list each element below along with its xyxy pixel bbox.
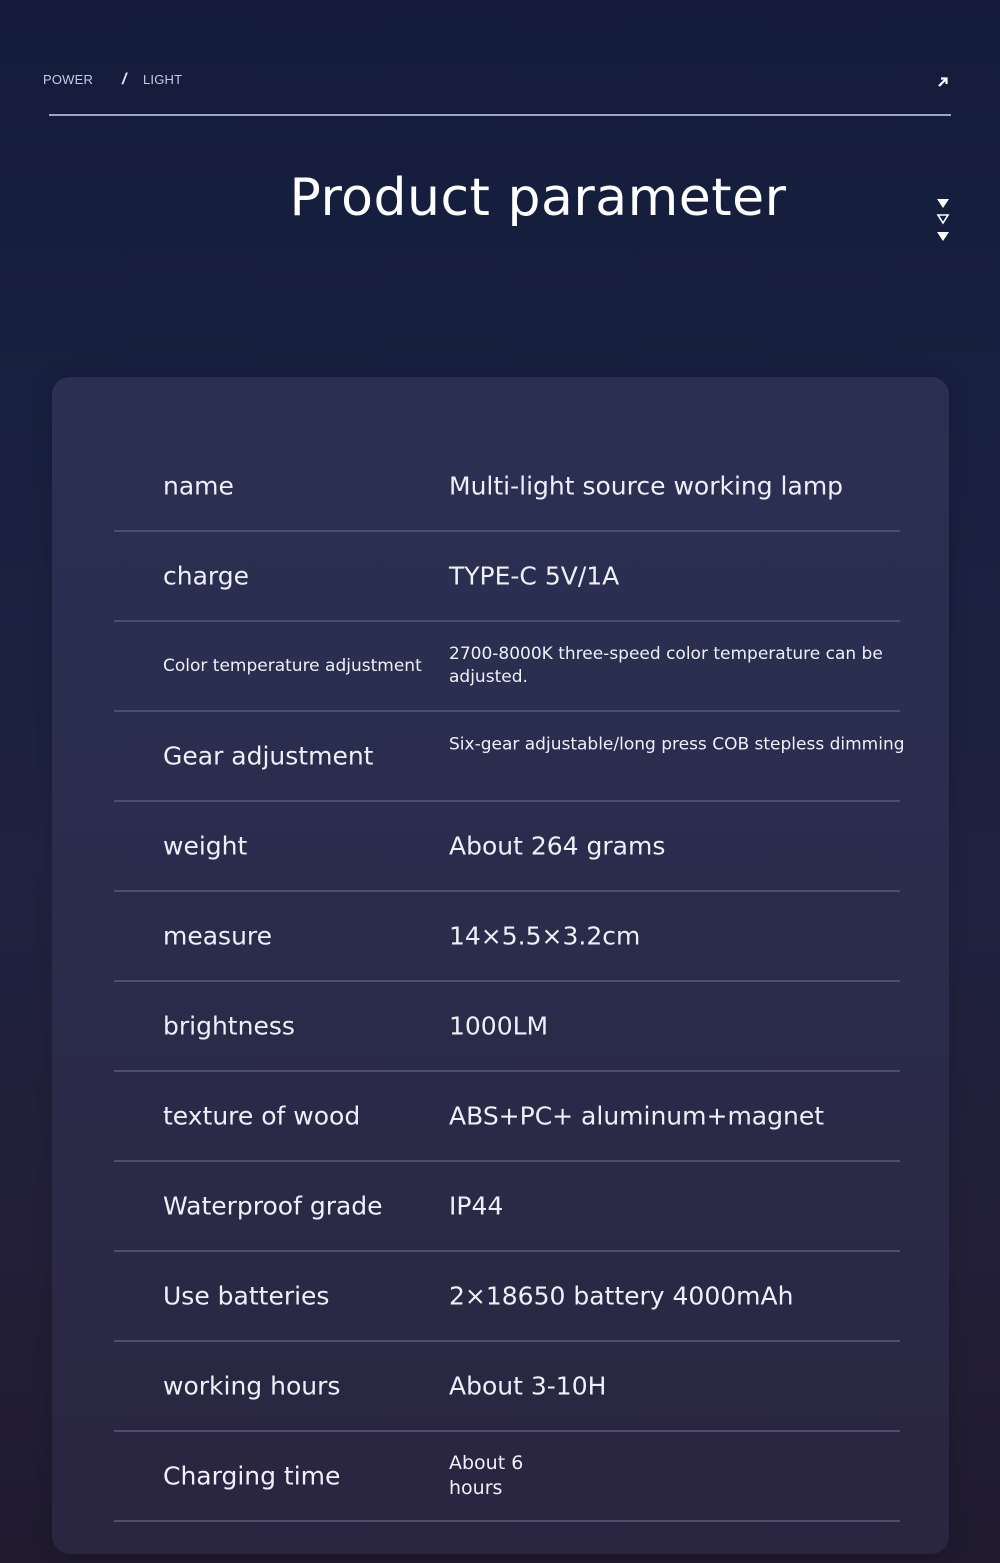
param-row-batteries xyxy=(114,1252,900,1342)
parameter-table xyxy=(114,442,905,1522)
brand-separator: / xyxy=(122,71,127,88)
param-label: texture of wood xyxy=(163,1101,361,1131)
param-label: Waterproof grade xyxy=(163,1191,383,1221)
brand-power: POWER xyxy=(43,72,94,87)
param-row-material xyxy=(114,1072,900,1162)
param-value: ABS+PC+ aluminum+magnet xyxy=(449,1101,825,1131)
brand-light: LIGHT xyxy=(143,72,183,87)
param-label: working hours xyxy=(163,1371,341,1401)
triple-chevron-down-icon xyxy=(935,197,951,245)
brand-header xyxy=(43,72,953,92)
param-row-measure xyxy=(114,892,900,982)
page-title: Product parameter xyxy=(289,168,787,228)
param-row-gear-adjustment xyxy=(114,712,905,802)
param-value: About 264 grams xyxy=(449,831,666,861)
param-value: Multi-light source working lamp xyxy=(449,471,844,501)
param-value: 1000LM xyxy=(449,1011,549,1041)
param-label: Color temperature adjustment xyxy=(163,656,422,676)
param-value: IP44 xyxy=(449,1191,504,1221)
param-value: 14×5.5×3.2cm xyxy=(449,921,641,951)
param-label: Gear adjustment xyxy=(163,741,374,771)
param-row-weight xyxy=(114,802,900,892)
param-label: brightness xyxy=(163,1011,295,1041)
param-row-charge xyxy=(114,532,900,622)
param-row-waterproof xyxy=(114,1162,900,1252)
param-label: Charging time xyxy=(163,1461,341,1491)
param-value: TYPE-C 5V/1A xyxy=(449,561,620,591)
param-label: Use batteries xyxy=(163,1281,330,1311)
param-label: measure xyxy=(163,921,273,951)
header-divider xyxy=(49,114,951,116)
param-row-charging-time xyxy=(114,1432,900,1522)
param-label: weight xyxy=(163,831,248,861)
param-value: 2×18650 battery 4000mAh xyxy=(449,1281,794,1311)
param-value: 2700-8000K three-speed color temperature can be adjusted. xyxy=(449,644,883,687)
param-row-working-hours xyxy=(114,1342,900,1432)
param-row-brightness xyxy=(114,982,900,1072)
param-value: Six-gear adjustable/long press COB stepless dimming xyxy=(449,734,905,755)
param-value: About 6 hours xyxy=(449,1452,524,1499)
param-row-name xyxy=(114,442,900,532)
param-row-color-temperature xyxy=(114,622,900,712)
param-label: charge xyxy=(163,561,249,591)
param-label: name xyxy=(163,471,234,501)
arrow-up-right-icon xyxy=(937,76,949,88)
param-value: About 3-10H xyxy=(449,1371,607,1401)
